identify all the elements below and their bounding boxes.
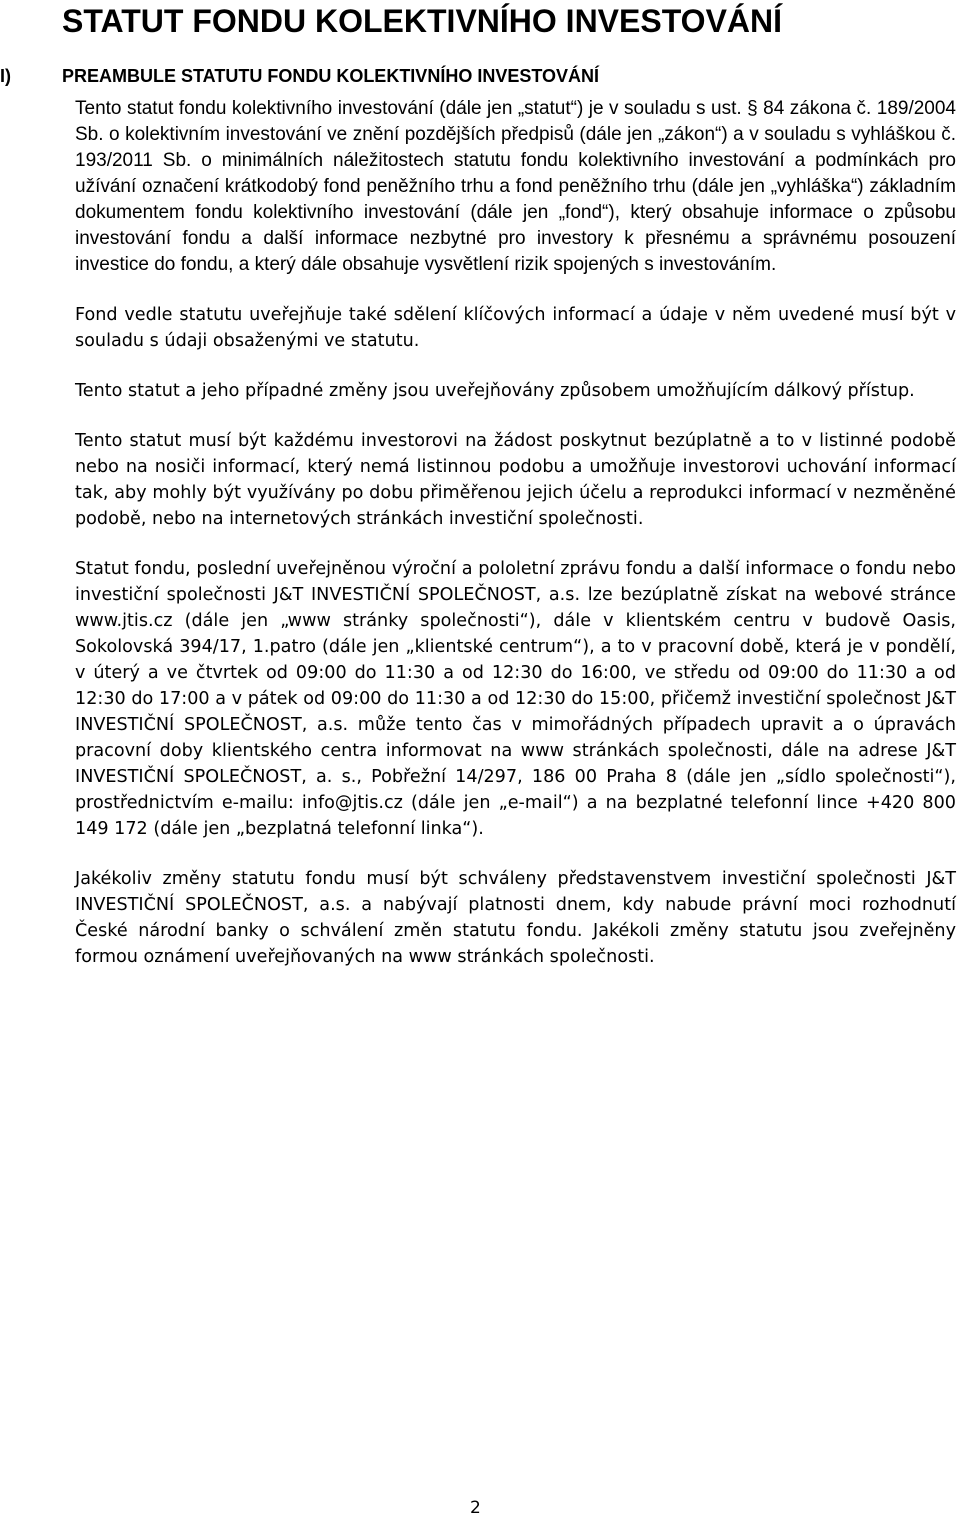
paragraph-key-information: Fond vedle statutu uveřejňuje také sdělení klíčových informací a údaje v něm uvedené musí být v souladu s údaji obsaženými ve statutu. — [75, 305, 956, 351]
section-number: I) — [0, 66, 11, 86]
document-title: STATUT FONDU KOLEKTIVNÍHO INVESTOVÁNÍ — [62, 3, 783, 39]
paragraph-availability: Tento statut musí být každému investorovi na žádost poskytnut bezúplatně a to v listinné podobě nebo na nosiči informací, který nemá listinnou podobu a umožňuje investorovi uchování informací tak, aby mohly být využívány po dobu přiměřenou jejich účelu a reprodukci informací v nezměněné podobě, nebo na internetových stránkách investiční společnosti. — [75, 431, 956, 529]
preamble-body — [75, 96, 956, 994]
paragraph-publication: Tento statut a jeho případné změny jsou uveřejňovány způsobem umožňujícím dálkový přístup. — [75, 381, 915, 401]
paragraph-intro: Tento statut fondu kolektivního investování (dále jen „statut“) je v souladu s ust. § 84 zákona č. 189/2004 Sb. o kolektivním investování ve znění pozdějších předpisů (dále jen „zákon“) a v souladu s vyhláškou č. 193/2011 Sb. o minimálních náležitostech statutu fondu kolektivního investování a podmínkách pro užívání označení krátkodobý fond peněžního trhu a fond peněžního trhu (dále jen „vyhláška“) základním dokumentem fondu kolektivního investování (dále jen „fond“), který obsahuje informace o způsobu investování fondu a další informace nezbytné pro investory k přesnému a správnému posouzení investice do fondu, a který dále obsahuje vysvětlení rizik spojených s investováním. — [75, 98, 956, 275]
paragraph-contact-info: Statut fondu, poslední uveřejněnou výroční a pololetní zprávu fondu a další informace o fondu nebo investiční společnosti J&T INVESTIČNÍ SPOLEČNOST, a.s. lze bezúplatně získat na webové stránce www.jtis.cz (dále jen „www stránky společnosti“), dále v klientském centru v budově Oasis, Sokolovská 394/17, 1.patro (dále jen „klientské centrum“), a to v pracovní době, která je v pondělí, v úterý a ve čtvrtek od 09:00 do 11:30 a od 12:30 do 16:00, ve středu od 09:00 do 11:30 a od 12:30 do 17:00 a v pátek od 09:00 do 11:30 a od 12:30 do 15:00, přičemž investiční společnost J&T INVESTIČNÍ SPOLEČNOST, a.s. může tento čas v mimořádných případech upravit a o úpravách pracovní doby klientského centra informovat na www stránkách společnosti, dále na adrese J&T INVESTIČNÍ SPOLEČNOST, a. s., Pobřežní 14/297, 186 00 Praha 8 (dále jen „sídlo společnosti“), prostřednictvím e-mailu: info@jtis.cz (dále jen „e-mail“) a na bezplatné telefonní lince +420 800 149 172 (dále jen „bezplatná telefonní linka“). — [75, 559, 956, 839]
section-heading-text: PREAMBULE STATUTU FONDU KOLEKTIVNÍHO INVESTOVÁNÍ — [62, 66, 600, 86]
paragraph-changes: Jakékoliv změny statutu fondu musí být schváleny představenstvem investiční společnosti J&T INVESTIČNÍ SPOLEČNOST, a.s. a nabývají platnosti dnem, kdy nabude právní moci rozhodnutí České národní banky o schválení změn statutu fondu. Jakékoli změny statutu jsou zveřejněny formou oznámení uveřejňovaných na www stránkách společnosti. — [75, 869, 956, 967]
page-number: 2 — [470, 1498, 481, 1518]
